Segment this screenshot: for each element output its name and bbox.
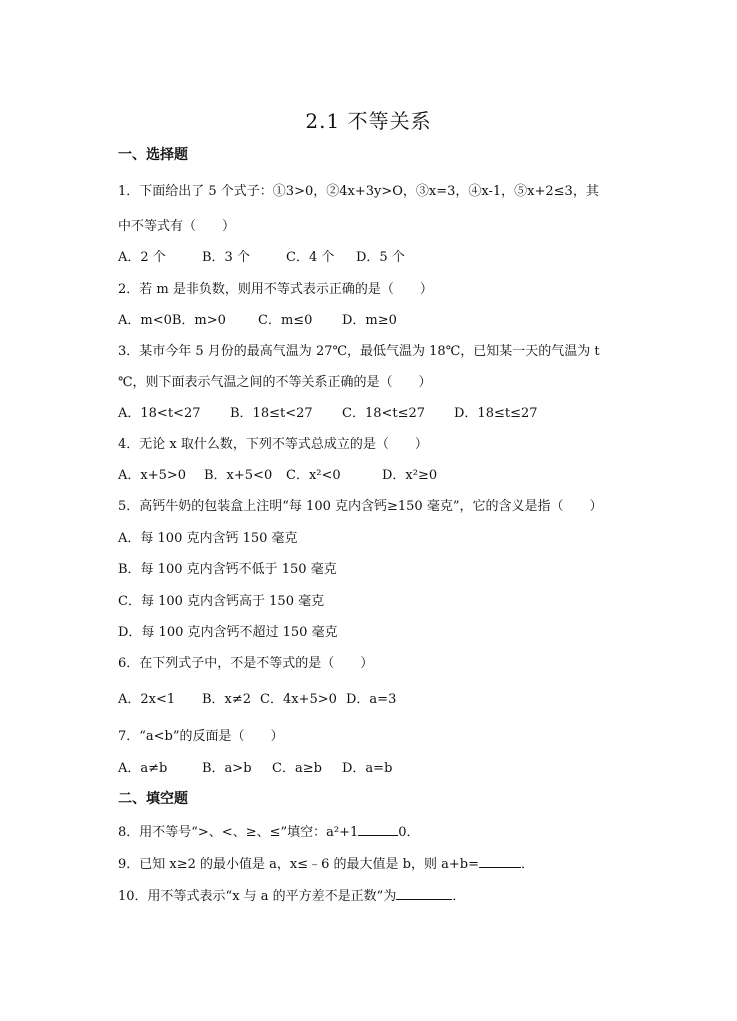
- option-a: A．18<t<27: [118, 406, 201, 421]
- question-3-options: [118, 405, 538, 423]
- option-a: A．2 个: [118, 250, 166, 265]
- option-a: A．x+5>0: [118, 468, 187, 483]
- option-b: B．18≤t<27: [230, 406, 313, 421]
- question-5-option-b: B．每 100 克内含钙不低于 150 毫克: [118, 562, 337, 577]
- option-c: C．a≥b: [272, 761, 322, 776]
- option-d: D．m≥0: [342, 313, 397, 328]
- section-heading-fill: 二、填空题: [118, 791, 188, 807]
- question-2-options: [118, 312, 397, 330]
- question-5-option-c: C．每 100 克内含钙高于 150 毫克: [118, 594, 325, 609]
- answer-blank[interactable]: [479, 854, 521, 868]
- question-6-stem: 6．在下列式子中，不是不等式的是（ ）: [118, 656, 374, 671]
- option-b: B．x+5<0: [204, 468, 273, 483]
- question-9: [118, 854, 534, 874]
- question-5-option-a: A．每 100 克内含钙 150 毫克: [118, 531, 298, 546]
- option-c: C．x²<0: [286, 468, 341, 483]
- question-7-options: [118, 760, 392, 778]
- question-8: [118, 822, 420, 842]
- question-10-text: 10．用不等式表示“x 与 a 的平方差不是正数”为: [118, 889, 397, 904]
- option-c: C．m≤0: [258, 313, 313, 328]
- question-5-option-d: D．每 100 克内含钙不超过 150 毫克: [118, 625, 338, 640]
- answer-blank[interactable]: [396, 886, 452, 900]
- question-4-options: [118, 467, 437, 485]
- option-a-b: A．m<0B．m>0: [118, 313, 226, 328]
- option-d: D．a=3: [346, 692, 397, 707]
- question-1-stem-line-1: 1．下面给出了 5 个式子：①3>0，②4x+3y>O，③x=3，④x-1，⑤x+2≤3，其: [118, 184, 599, 199]
- option-c: C．18<t≤27: [342, 406, 426, 421]
- question-2-stem: 2．若 m 是非负数，则用不等式表示正确的是（ ）: [118, 282, 433, 297]
- option-b: B．a>b: [202, 761, 252, 776]
- question-6-options: [118, 691, 396, 709]
- answer-blank[interactable]: [358, 822, 398, 836]
- question-10: [118, 886, 465, 906]
- option-b: B．x≠2: [202, 692, 252, 707]
- option-d: D．5 个: [356, 250, 405, 265]
- question-7-stem: 7．“a<b”的反面是（ ）: [118, 729, 284, 744]
- question-8-text: 8．用不等号“>、<、≥、≤”填空：a²+1: [118, 825, 359, 840]
- section-heading-choice: 一、选择题: [118, 147, 188, 163]
- option-b: B．3 个: [202, 250, 250, 265]
- question-5-stem: 5．高钙牛奶的包装盒上注明“每 100 克内含钙≥150 毫克”，它的含义是指（ ）: [118, 499, 603, 514]
- question-9-text: 9．已知 x≥2 的最小值是 a，x≤﹣6 的最大值是 b，则 a+b=: [118, 857, 479, 872]
- option-d: D．18≤t≤27: [454, 406, 538, 421]
- question-9-tail: ．: [521, 857, 535, 872]
- question-1-stem-line-2: 中不等式有（ ）: [118, 219, 236, 234]
- question-3-stem-line-1: 3．某市今年 5 月份的最高气温为 27℃，最低气温为 18℃，已知某一天的气温为 t: [118, 344, 600, 359]
- question-3-stem-line-2: ℃，则下面表示气温之间的不等关系正确的是（ ）: [118, 375, 432, 390]
- option-a: A．a≠b: [118, 761, 168, 776]
- question-4-stem: 4．无论 x 取什么数，下列不等式总成立的是（ ）: [118, 437, 428, 452]
- question-1-options: [118, 249, 405, 267]
- question-8-tail: 0．: [398, 825, 420, 840]
- question-10-tail: ．: [452, 889, 466, 904]
- option-c: C．4x+5>0: [260, 692, 337, 707]
- option-c: C．4 个: [286, 250, 335, 265]
- option-a: A．2x<1: [118, 692, 176, 707]
- option-d: D．a=b: [342, 761, 393, 776]
- option-d: D．x²≥0: [382, 468, 438, 483]
- page-title: 2.1 不等关系: [305, 109, 432, 133]
